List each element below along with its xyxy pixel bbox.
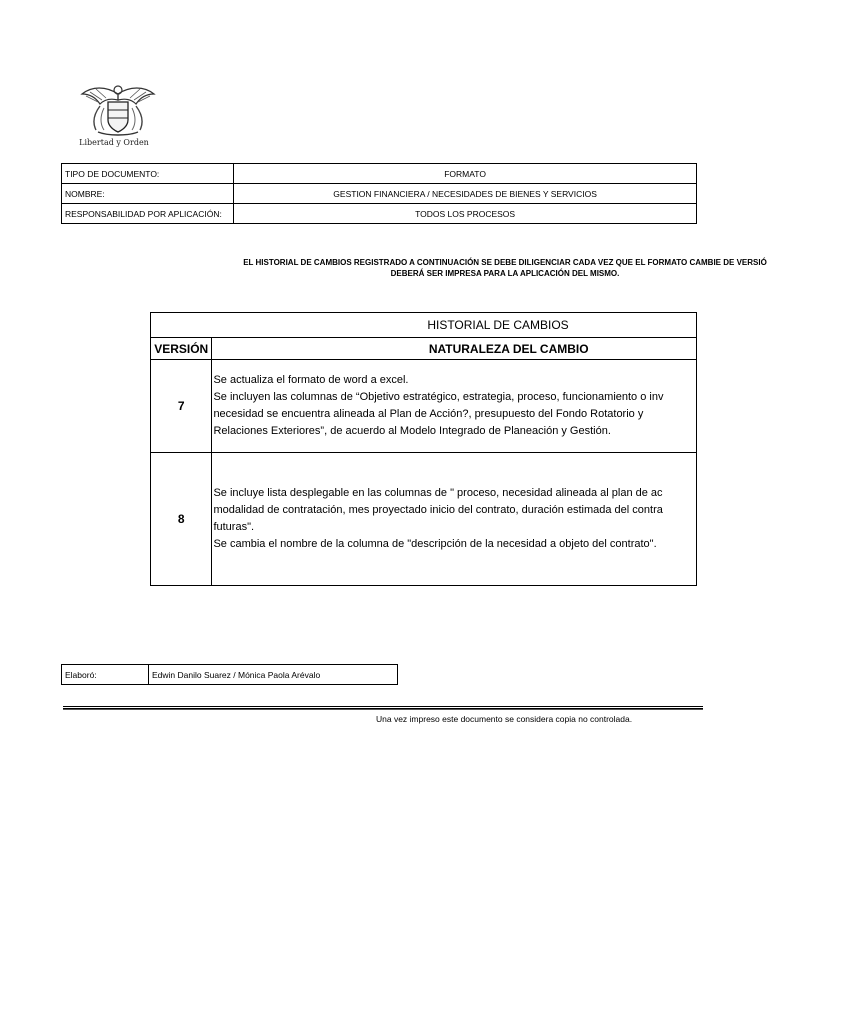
- author-value: Edwin Danilo Suarez / Mónica Paola Arévalo: [149, 665, 398, 685]
- change-line: Se incluye lista desplegable en las columnas de " proceso, necesidad alineada al plan de ac: [213, 487, 663, 499]
- change-history-table: [150, 312, 697, 586]
- document-info-table: [61, 163, 697, 224]
- info-row: [62, 184, 697, 204]
- condor-emblem-icon: [78, 80, 158, 138]
- info-row: [62, 164, 697, 184]
- info-label: RESPONSABILIDAD POR APLICACIÓN:: [62, 204, 234, 224]
- logo-motto: Libertad y Orden: [79, 138, 149, 147]
- change-line: Se cambia el nombre de la columna de "descripción de la necesidad a objeto del contrato".: [213, 538, 657, 550]
- history-title-row: [151, 313, 697, 338]
- notice-line: DEBERÁ SER IMPRESA PARA LA APLICACIÓN DEL MISMO.: [390, 269, 620, 278]
- change-description-cell: [212, 360, 697, 453]
- footer-divider: [63, 709, 703, 710]
- change-line: necesidad se encuentra alineada al Plan de Acción?, presupuesto del Fondo Rotatorio y: [213, 408, 644, 420]
- info-label: NOMBRE:: [62, 184, 234, 204]
- history-row: [151, 360, 697, 453]
- version-cell: 7: [151, 360, 212, 453]
- info-value: GESTION FINANCIERA / NECESIDADES DE BIENES Y SERVICIOS: [234, 184, 697, 204]
- info-row: [62, 204, 697, 224]
- nature-column-header: NATURALEZA DEL CAMBIO: [212, 338, 697, 360]
- history-header-row: [151, 338, 697, 360]
- change-line: Se actualiza el formato de word a excel.: [213, 374, 409, 386]
- history-notice: [160, 257, 850, 279]
- notice-line: EL HISTORIAL DE CAMBIOS REGISTRADO A CONTINUACIÓN SE DEBE DILIGENCIAR CADA VEZ QUE EL FORMATO CAMBIE DE VERSIÓ: [243, 258, 767, 267]
- history-row: [151, 453, 697, 586]
- change-line: modalidad de contratación, mes proyectado inicio del contrato, duración estimada del contra: [213, 504, 663, 516]
- info-label: TIPO DE DOCUMENTO:: [62, 164, 234, 184]
- change-line: Relaciones Exteriores”, de acuerdo al Modelo Integrado de Planeación y Gestión.: [213, 425, 611, 437]
- author-row: [62, 665, 398, 685]
- version-cell: 8: [151, 453, 212, 586]
- history-title: HISTORIAL DE CAMBIOS: [151, 313, 697, 338]
- info-value: TODOS LOS PROCESOS: [234, 204, 697, 224]
- change-line: Se incluyen las columnas de “Objetivo estratégico, estrategia, proceso, funcionamiento o inv: [213, 391, 664, 403]
- author-table: [61, 664, 398, 685]
- change-line: futuras".: [213, 521, 255, 533]
- author-label: Elaboró:: [62, 665, 149, 685]
- coat-of-arms-logo: [74, 80, 162, 152]
- copy-disclaimer: Una vez impreso este documento se considera copia no controlada.: [376, 714, 633, 724]
- info-value: FORMATO: [234, 164, 697, 184]
- change-description-cell: [212, 453, 697, 586]
- version-column-header: VERSIÓN: [151, 338, 212, 360]
